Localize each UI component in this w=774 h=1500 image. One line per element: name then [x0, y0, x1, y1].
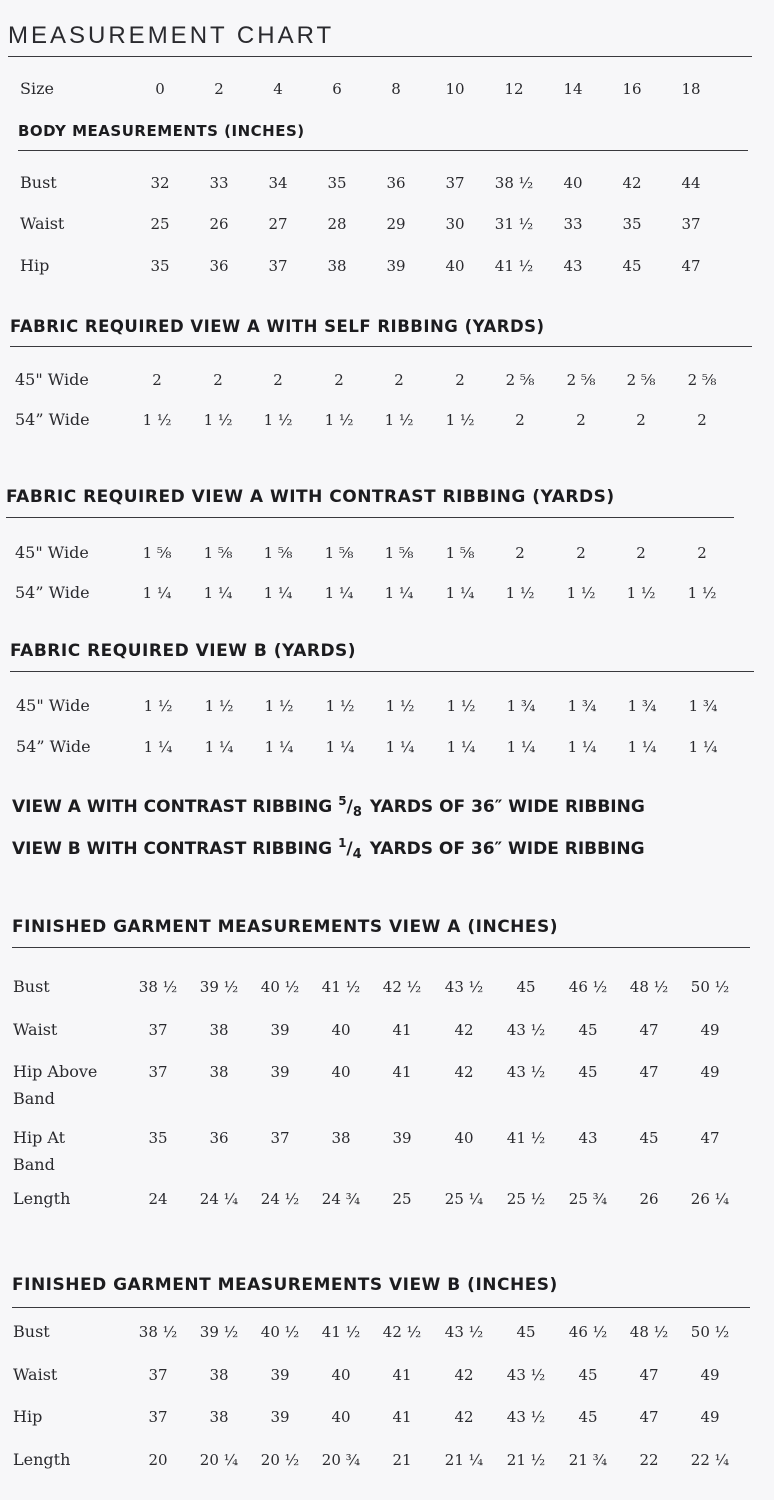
- table-cell: 47: [639, 1366, 659, 1384]
- size-value: 0: [155, 80, 165, 98]
- table-cell: 39: [270, 1366, 290, 1384]
- table-cell: 32: [150, 174, 170, 192]
- table-cell: 38: [209, 1366, 229, 1384]
- table-cell: 38 ½: [138, 978, 178, 996]
- table-cell: 38: [209, 1021, 229, 1039]
- table-cell: 1 ¼: [324, 584, 354, 602]
- table-cell: 1 ¾: [567, 697, 597, 715]
- fraction-numerator: 1: [338, 836, 347, 850]
- table-cell: 40: [331, 1021, 351, 1039]
- table-cell: 1 ⅝: [263, 544, 293, 562]
- row-label: Hip: [13, 1407, 43, 1426]
- table-cell: 49: [700, 1366, 720, 1384]
- fraction-numerator: 5: [338, 794, 347, 808]
- table-cell: 1 ¼: [143, 738, 173, 756]
- table-cell: 42: [454, 1408, 474, 1426]
- table-cell: 2: [515, 544, 525, 562]
- size-row: [0, 78, 774, 108]
- row-label-continuation: Band: [13, 1155, 55, 1174]
- section-divider: [18, 150, 748, 151]
- table-cell: 36: [386, 174, 406, 192]
- row-label: Length: [13, 1450, 71, 1469]
- table-row: [0, 213, 774, 243]
- table-cell: 2: [152, 371, 162, 389]
- size-label: Size: [20, 79, 54, 98]
- table-cell: 35: [150, 257, 170, 275]
- row-label: Hip At: [13, 1128, 66, 1147]
- table-cell: 46 ½: [568, 978, 608, 996]
- table-cell: 1 ¾: [627, 697, 657, 715]
- table-cell: 24 ¼: [199, 1190, 239, 1208]
- row-label: Hip: [20, 256, 50, 275]
- table-cell: 47: [639, 1408, 659, 1426]
- table-cell: 1 ¾: [688, 697, 718, 715]
- table-cell: 22: [639, 1451, 659, 1469]
- table-cell: 37: [148, 1366, 168, 1384]
- table-cell: 1 ½: [264, 697, 294, 715]
- table-cell: 1 ½: [505, 584, 535, 602]
- table-cell: 42 ½: [382, 978, 422, 996]
- table-row: [0, 172, 774, 202]
- table-cell: 21 ¼: [444, 1451, 484, 1469]
- table-cell: 1 ½: [626, 584, 656, 602]
- table-cell: 37: [148, 1063, 168, 1081]
- page-title: MEASUREMENT CHART: [8, 22, 335, 49]
- table-cell: 43: [578, 1129, 598, 1147]
- table-cell: 47: [639, 1063, 659, 1081]
- table-row: [0, 1019, 774, 1049]
- table-cell: 2: [576, 411, 586, 429]
- table-cell: 48 ½: [629, 978, 669, 996]
- table-cell: 41: [392, 1063, 412, 1081]
- row-label: 45" Wide: [16, 696, 90, 715]
- size-value: 16: [622, 80, 642, 98]
- table-cell: 41 ½: [506, 1129, 546, 1147]
- table-cell: 2: [213, 371, 223, 389]
- table-cell: 1 ¼: [688, 738, 718, 756]
- size-value: 18: [681, 80, 701, 98]
- table-cell: 25 ½: [506, 1190, 546, 1208]
- table-cell: 41: [392, 1366, 412, 1384]
- ribbing-note-view-a: [12, 794, 645, 820]
- table-cell: 38 ½: [138, 1323, 178, 1341]
- table-cell: 1 ½: [324, 411, 354, 429]
- table-cell: 2: [455, 371, 465, 389]
- table-cell: 37: [268, 257, 288, 275]
- table-cell: 40: [563, 174, 583, 192]
- table-cell: 1 ½: [204, 697, 234, 715]
- size-value: 4: [273, 80, 283, 98]
- table-cell: 2: [273, 371, 283, 389]
- row-label: Bust: [13, 977, 50, 996]
- table-cell: 41: [392, 1408, 412, 1426]
- row-label: Waist: [13, 1365, 58, 1384]
- size-value: 8: [391, 80, 401, 98]
- row-label: 45" Wide: [15, 370, 89, 389]
- table-cell: 1 ¼: [263, 584, 293, 602]
- table-cell: 26: [639, 1190, 659, 1208]
- size-value: 10: [445, 80, 465, 98]
- table-cell: 1 ⅝: [445, 544, 475, 562]
- table-cell: 37: [148, 1408, 168, 1426]
- row-label-continuation: Band: [13, 1089, 55, 1108]
- table-cell: 45: [622, 257, 642, 275]
- table-cell: 31 ½: [494, 215, 534, 233]
- table-cell: 39: [270, 1021, 290, 1039]
- note-fraction: $^1/_4$: [338, 836, 362, 862]
- table-cell: 29: [386, 215, 406, 233]
- table-cell: 43: [563, 257, 583, 275]
- table-cell: 43 ½: [506, 1366, 546, 1384]
- table-cell: 40: [331, 1408, 351, 1426]
- table-cell: 1 ⅝: [142, 544, 172, 562]
- table-cell: 1 ¼: [264, 738, 294, 756]
- row-label: 54” Wide: [15, 410, 90, 429]
- table-cell: 24 ¾: [321, 1190, 361, 1208]
- table-cell: 50 ½: [690, 1323, 730, 1341]
- table-cell: 1 ¾: [506, 697, 536, 715]
- row-label: Waist: [20, 214, 65, 233]
- table-cell: 40 ½: [260, 1323, 300, 1341]
- row-label: Length: [13, 1189, 71, 1208]
- size-value: 2: [214, 80, 224, 98]
- table-cell: 42: [454, 1366, 474, 1384]
- table-cell: 47: [700, 1129, 720, 1147]
- note-prefix: VIEW B WITH CONTRAST RIBBING: [12, 839, 333, 859]
- table-cell: 39: [386, 257, 406, 275]
- table-cell: 43 ½: [444, 1323, 484, 1341]
- table-cell: 2: [697, 544, 707, 562]
- table-cell: 25 ¾: [568, 1190, 608, 1208]
- table-cell: 45: [578, 1366, 598, 1384]
- table-cell: 39: [270, 1408, 290, 1426]
- table-cell: 26 ¼: [690, 1190, 730, 1208]
- note-suffix: YARDS OF 36″ WIDE RIBBING: [369, 839, 645, 859]
- table-cell: 43 ½: [506, 1063, 546, 1081]
- table-row: [0, 1188, 774, 1218]
- table-cell: 21 ¾: [568, 1451, 608, 1469]
- table-cell: 20: [148, 1451, 168, 1469]
- table-cell: 37: [681, 215, 701, 233]
- table-cell: 40: [445, 257, 465, 275]
- row-label: Bust: [13, 1322, 50, 1341]
- table-cell: 47: [681, 257, 701, 275]
- row-label: 54” Wide: [16, 737, 91, 756]
- table-cell: 20 ¾: [321, 1451, 361, 1469]
- table-cell: 2: [636, 411, 646, 429]
- table-cell: 2 ⅝: [687, 371, 717, 389]
- table-cell: 26: [209, 215, 229, 233]
- note-prefix: VIEW A WITH CONTRAST RIBBING: [12, 797, 333, 817]
- table-cell: 30: [445, 215, 465, 233]
- table-cell: 35: [148, 1129, 168, 1147]
- table-cell: 28: [327, 215, 347, 233]
- table-cell: 43 ½: [506, 1021, 546, 1039]
- section-divider: [6, 517, 734, 518]
- table-row: [0, 695, 774, 725]
- table-row: [0, 736, 774, 766]
- size-value: 14: [563, 80, 583, 98]
- table-cell: 42: [454, 1021, 474, 1039]
- table-cell: 1 ½: [687, 584, 717, 602]
- table-cell: 37: [148, 1021, 168, 1039]
- table-cell: 44: [681, 174, 701, 192]
- table-cell: 40: [331, 1366, 351, 1384]
- table-cell: 38: [209, 1063, 229, 1081]
- section-divider: [10, 671, 754, 672]
- table-cell: 38: [327, 257, 347, 275]
- table-row: [0, 542, 774, 572]
- table-cell: 34: [268, 174, 288, 192]
- table-cell: 39: [270, 1063, 290, 1081]
- table-cell: 1 ¼: [506, 738, 536, 756]
- table-cell: 1 ½: [445, 411, 475, 429]
- table-cell: 50 ½: [690, 978, 730, 996]
- table-cell: 1 ¼: [445, 584, 475, 602]
- table-cell: 41 ½: [321, 978, 361, 996]
- table-cell: 49: [700, 1063, 720, 1081]
- table-row: [0, 409, 774, 439]
- table-cell: 38 ½: [494, 174, 534, 192]
- size-value: 12: [504, 80, 524, 98]
- ribbing-note-view-b: [12, 836, 645, 862]
- table-cell: 37: [270, 1129, 290, 1147]
- table-cell: 2 ⅝: [566, 371, 596, 389]
- title-divider: [8, 56, 752, 57]
- table-row: [0, 255, 774, 285]
- fraction-denominator: 8: [352, 805, 362, 820]
- section-heading-finished-b: FINISHED GARMENT MEASUREMENTS VIEW B (INCHES): [12, 1275, 558, 1295]
- row-label: 54” Wide: [15, 583, 90, 602]
- table-cell: 45: [516, 978, 536, 996]
- table-cell: 2: [697, 411, 707, 429]
- section-divider: [12, 947, 750, 948]
- table-cell: 36: [209, 257, 229, 275]
- table-cell: 2: [394, 371, 404, 389]
- table-cell: 33: [563, 215, 583, 233]
- table-cell: 24 ½: [260, 1190, 300, 1208]
- table-row: [0, 1449, 774, 1479]
- table-cell: 41 ½: [321, 1323, 361, 1341]
- table-cell: 35: [622, 215, 642, 233]
- section-heading-body: BODY MEASUREMENTS (INCHES): [18, 122, 305, 140]
- table-cell: 25: [392, 1190, 412, 1208]
- table-cell: 39 ½: [199, 1323, 239, 1341]
- table-cell: 43 ½: [506, 1408, 546, 1426]
- table-cell: 38: [209, 1408, 229, 1426]
- table-cell: 1 ¼: [567, 738, 597, 756]
- table-cell: 42 ½: [382, 1323, 422, 1341]
- row-label: Waist: [13, 1020, 58, 1039]
- table-cell: 45: [578, 1021, 598, 1039]
- section-divider: [10, 346, 752, 347]
- size-value: 6: [332, 80, 342, 98]
- table-cell: 2 ⅝: [626, 371, 656, 389]
- table-cell: 22 ¼: [690, 1451, 730, 1469]
- table-cell: 2: [334, 371, 344, 389]
- table-row: [0, 1061, 774, 1108]
- table-cell: 45: [516, 1323, 536, 1341]
- table-cell: 1 ¼: [627, 738, 657, 756]
- table-cell: 1 ½: [325, 697, 355, 715]
- table-cell: 2 ⅝: [505, 371, 535, 389]
- section-heading-fabric-b: FABRIC REQUIRED VIEW B (YARDS): [10, 641, 357, 661]
- note-suffix: YARDS OF 36″ WIDE RIBBING: [369, 797, 645, 817]
- table-cell: 1 ½: [143, 697, 173, 715]
- table-cell: 1 ⅝: [384, 544, 414, 562]
- table-cell: 2: [515, 411, 525, 429]
- table-cell: 1 ¼: [446, 738, 476, 756]
- table-cell: 20 ¼: [199, 1451, 239, 1469]
- fraction-denominator: 4: [352, 847, 362, 862]
- table-cell: 1 ½: [384, 411, 414, 429]
- table-cell: 43 ½: [444, 978, 484, 996]
- table-cell: 20 ½: [260, 1451, 300, 1469]
- table-cell: 1 ⅝: [324, 544, 354, 562]
- table-cell: 40: [454, 1129, 474, 1147]
- table-cell: 33: [209, 174, 229, 192]
- row-label: 45" Wide: [15, 543, 89, 562]
- table-cell: 49: [700, 1021, 720, 1039]
- table-cell: 42: [454, 1063, 474, 1081]
- table-cell: 40 ½: [260, 978, 300, 996]
- section-heading-finished-a: FINISHED GARMENT MEASUREMENTS VIEW A (INCHES): [12, 917, 559, 937]
- table-cell: 45: [578, 1408, 598, 1426]
- table-cell: 49: [700, 1408, 720, 1426]
- table-row: [0, 1321, 774, 1351]
- table-cell: 1 ½: [263, 411, 293, 429]
- table-cell: 1 ⅝: [203, 544, 233, 562]
- row-label: Bust: [20, 173, 57, 192]
- section-heading-fabric-a-self: FABRIC REQUIRED VIEW A WITH SELF RIBBING (YARDS): [10, 317, 545, 336]
- table-row: [0, 582, 774, 612]
- table-cell: 39 ½: [199, 978, 239, 996]
- table-cell: 41 ½: [494, 257, 534, 275]
- table-cell: 24: [148, 1190, 168, 1208]
- table-cell: 1 ¼: [204, 738, 234, 756]
- table-cell: 25 ¼: [444, 1190, 484, 1208]
- table-cell: 1 ¼: [325, 738, 355, 756]
- table-cell: 38: [331, 1129, 351, 1147]
- table-cell: 48 ½: [629, 1323, 669, 1341]
- table-cell: 1 ¼: [384, 584, 414, 602]
- table-cell: 21: [392, 1451, 412, 1469]
- table-cell: 1 ¼: [385, 738, 415, 756]
- table-cell: 1 ½: [385, 697, 415, 715]
- table-cell: 21 ½: [506, 1451, 546, 1469]
- table-cell: 1 ¼: [203, 584, 233, 602]
- table-cell: 42: [622, 174, 642, 192]
- table-cell: 1 ½: [203, 411, 233, 429]
- table-cell: 39: [392, 1129, 412, 1147]
- table-cell: 35: [327, 174, 347, 192]
- section-divider: [12, 1307, 750, 1308]
- table-cell: 1 ½: [566, 584, 596, 602]
- table-cell: 47: [639, 1021, 659, 1039]
- table-cell: 46 ½: [568, 1323, 608, 1341]
- table-cell: 27: [268, 215, 288, 233]
- table-cell: 1 ¼: [142, 584, 172, 602]
- table-row: [0, 369, 774, 399]
- table-cell: 45: [639, 1129, 659, 1147]
- table-row: [0, 1364, 774, 1394]
- table-cell: 1 ½: [446, 697, 476, 715]
- table-cell: 1 ½: [142, 411, 172, 429]
- table-cell: 37: [445, 174, 465, 192]
- table-row: [0, 1406, 774, 1436]
- table-cell: 25: [150, 215, 170, 233]
- table-cell: 2: [636, 544, 646, 562]
- table-cell: 2: [576, 544, 586, 562]
- row-label: Hip Above: [13, 1062, 98, 1081]
- table-cell: 40: [331, 1063, 351, 1081]
- table-cell: 36: [209, 1129, 229, 1147]
- note-fraction: $^5/_8$: [338, 794, 362, 820]
- table-row: [0, 1127, 774, 1174]
- table-cell: 45: [578, 1063, 598, 1081]
- table-cell: 41: [392, 1021, 412, 1039]
- section-heading-fabric-a-contrast: FABRIC REQUIRED VIEW A WITH CONTRAST RIBBING (YARDS): [6, 487, 615, 507]
- table-row: [0, 976, 774, 1006]
